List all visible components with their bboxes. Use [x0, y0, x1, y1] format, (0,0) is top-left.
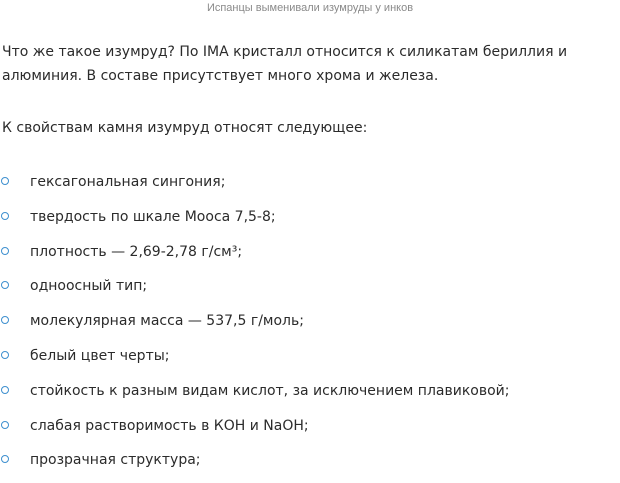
image-caption: Испанцы выменивали изумруды у инков	[206, 2, 414, 14]
list-item-text: прозрачная структура;	[30, 452, 201, 469]
list-item	[0, 170, 620, 205]
circle-bullet-icon	[1, 455, 9, 463]
list-item-text: одноосный тип;	[30, 278, 148, 295]
list-item	[0, 240, 620, 275]
properties-intro: К свойствам камня изумруд относят следующее:	[2, 120, 368, 136]
circle-bullet-icon	[1, 386, 9, 394]
list-item	[0, 448, 620, 483]
list-item-text: стойкость к разным видам кислот, за исключением плавиковой;	[30, 382, 510, 399]
properties-list	[0, 170, 620, 483]
list-item-text: плотность — 2,69-2,78 г/см³;	[30, 243, 243, 260]
circle-bullet-icon	[1, 351, 9, 359]
circle-bullet-icon	[1, 212, 9, 220]
list-item	[0, 379, 620, 414]
list-item	[0, 344, 620, 379]
list-item-text: твердость по шкале Мооса 7,5-8;	[30, 208, 276, 225]
list-item	[0, 309, 620, 344]
list-item-text: белый цвет черты;	[30, 347, 170, 364]
circle-bullet-icon	[1, 247, 9, 255]
circle-bullet-icon	[1, 316, 9, 324]
list-item	[0, 205, 620, 240]
intro-paragraph: Что же такое изумруд? По IMA кристалл относится к силикатам бериллия и алюминия. В составе присутствует много хрома и железа.	[2, 44, 568, 84]
list-item	[0, 274, 620, 309]
list-item	[0, 414, 620, 449]
list-item-text: молекулярная масса — 537,5 г/моль;	[30, 313, 304, 330]
list-item-text: гексагональная сингония;	[30, 174, 226, 190]
circle-bullet-icon	[1, 177, 9, 185]
circle-bullet-icon	[1, 421, 9, 429]
list-item-text: слабая растворимость в КОН и NaOH;	[30, 417, 309, 434]
circle-bullet-icon	[1, 281, 9, 289]
